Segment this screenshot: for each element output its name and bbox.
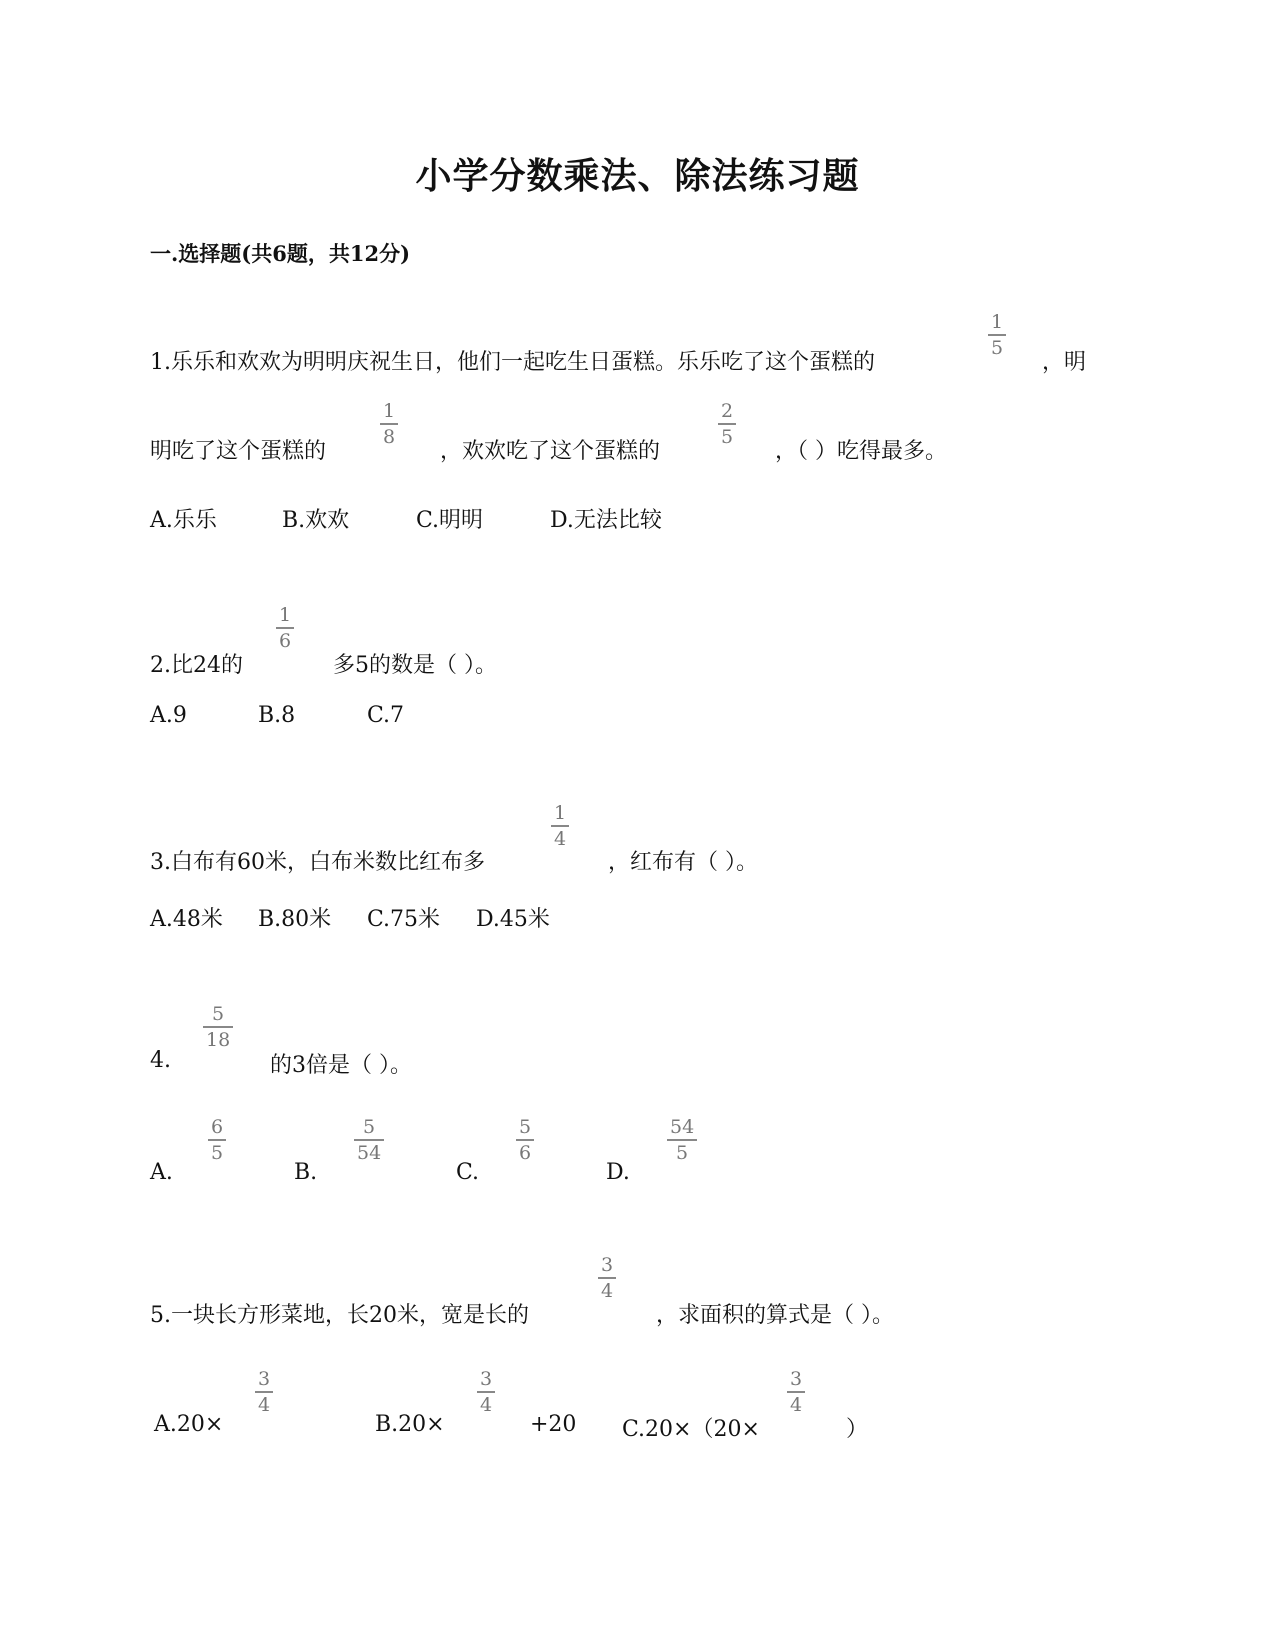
fraction-denominator: 6 [519,1141,532,1164]
fraction-denominator: 5 [211,1141,224,1164]
question-2-fraction [276,606,294,651]
fraction-denominator: 18 [206,1028,231,1051]
q4-option-d-fraction[interactable] [667,1118,697,1163]
q4-option-a-fraction[interactable] [208,1118,226,1163]
q1-option-d[interactable]: D.无法比较 [550,508,662,533]
q5-option-c-post[interactable]: ） [846,1417,869,1442]
q4-option-a-label[interactable]: A. [150,1160,173,1185]
q1-option-c[interactable]: C.明明 [416,508,484,533]
q4-option-b-fraction[interactable] [354,1118,384,1163]
q5-option-a-pre[interactable]: A.20× [154,1412,224,1437]
question-5-fraction [598,1256,616,1301]
q3-option-b[interactable]: B.80米 [258,907,332,932]
question-3-text-a: 3.白布有60米，白布米数比红布多 [150,850,485,875]
question-1-text-e: ，（ ）吃得最多。 [775,439,947,464]
question-4-text-a: 4. [150,1048,171,1073]
fraction-denominator: 5 [991,336,1004,359]
fraction-denominator: 6 [279,629,292,652]
question-3-text-b: ，红布有（ ）。 [608,850,758,875]
question-1-text-a: 1.乐乐和欢欢为明明庆祝生日，他们一起吃生日蛋糕。乐乐吃了这个蛋糕的 [150,350,875,375]
fraction-numerator: 3 [601,1254,614,1276]
question-1-text-d: ，欢欢吃了这个蛋糕的 [440,439,661,464]
question-5-text-a: 5.一块长方形菜地，长20米，宽是长的 [150,1303,529,1328]
q4-option-c-fraction[interactable] [516,1118,534,1163]
section-heading: 一.选择题(共6题，共12分) [150,241,411,266]
q5-option-b-pre[interactable]: B.20× [375,1412,445,1437]
q1-option-a[interactable]: A.乐乐 [150,508,217,533]
q5-option-b-fraction[interactable] [477,1370,495,1415]
question-1-fraction-3 [718,402,736,447]
fraction-denominator: 4 [790,1393,803,1416]
fraction-denominator: 5 [721,425,734,448]
q3-option-a[interactable]: A.48米 [150,907,223,932]
fraction-numerator: 3 [790,1368,803,1390]
fraction-numerator: 5 [363,1116,376,1138]
q2-option-b[interactable]: B.8 [258,703,296,728]
fraction-denominator: 4 [554,827,567,850]
q4-option-d-label[interactable]: D. [606,1160,630,1185]
q4-option-b-label[interactable]: B. [294,1160,318,1185]
fraction-numerator: 3 [258,1368,271,1390]
fraction-denominator: 4 [480,1393,493,1416]
fraction-denominator: 4 [601,1279,614,1302]
fraction-numerator: 54 [670,1116,695,1138]
question-1-fraction-2 [380,402,398,447]
q2-option-c[interactable]: C.7 [367,703,405,728]
question-2-text-a: 2.比24的 [150,653,243,678]
fraction-numerator: 1 [279,604,292,626]
question-2-text-b: 多5的数是（ ）。 [333,653,497,678]
question-1-text-b: ，明 [1042,350,1087,375]
question-1-text-c: 明吃了这个蛋糕的 [150,439,327,464]
q3-option-d[interactable]: D.45米 [476,907,550,932]
q2-option-a[interactable]: A.9 [150,703,187,728]
q4-option-c-label[interactable]: C. [456,1160,480,1185]
fraction-numerator: 2 [721,400,734,422]
fraction-denominator: 4 [258,1393,271,1416]
q3-option-c[interactable]: C.75米 [367,907,441,932]
q5-option-c-fraction[interactable] [787,1370,805,1415]
fraction-numerator: 6 [211,1116,224,1138]
page-title: 小学分数乘法、除法练习题 [415,155,860,197]
question-4-text-b: 的3倍是（ ）。 [270,1053,412,1078]
question-1-fraction-1 [988,313,1006,358]
fraction-numerator: 1 [383,400,396,422]
fraction-denominator: 54 [357,1141,382,1164]
question-4-fraction [203,1005,233,1050]
q5-option-a-fraction[interactable] [255,1370,273,1415]
q5-option-c-pre[interactable]: C.20×（20× [622,1417,760,1442]
fraction-denominator: 8 [383,425,396,448]
fraction-numerator: 5 [519,1116,532,1138]
q1-option-b[interactable]: B.欢欢 [282,508,350,533]
fraction-numerator: 3 [480,1368,493,1390]
fraction-numerator: 1 [991,311,1004,333]
fraction-numerator: 5 [212,1003,225,1025]
question-3-fraction [551,804,569,849]
fraction-numerator: 1 [554,802,567,824]
question-5-text-b: ，求面积的算式是（ ）。 [656,1303,894,1328]
fraction-denominator: 5 [676,1141,689,1164]
q5-option-b-post[interactable]: +20 [530,1412,577,1437]
